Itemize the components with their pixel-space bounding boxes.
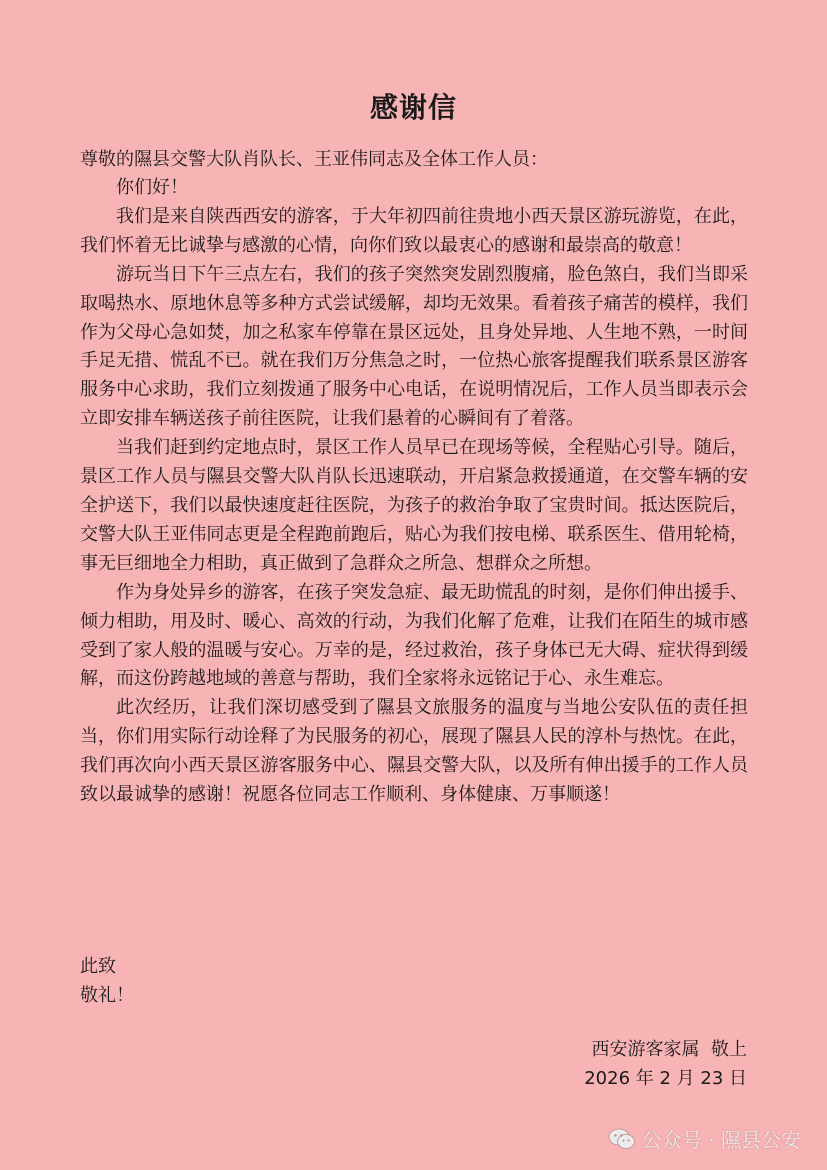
wechat-watermark bbox=[608, 1124, 801, 1153]
letter-paragraph: 作为身处异乡的游客，在孩子突发急症、最无助慌乱的时刻，是你们伸出援手、倾力相助，用及时、暖心、高效的行动，为我们化解了危难，让我们在陌生的城市感受到了家人般的温暖与安心。万幸的是，经过救治，孩子身体已无大碍、症状得到缓解，而这份跨越地域的善意与帮助，我们全家将永远铭记于心、永生难忘。 bbox=[80, 581, 748, 690]
closing-line-jing-li: 敬礼！ bbox=[80, 985, 134, 1006]
letter-date: 2026 年 2 月 23 日 bbox=[584, 1068, 747, 1089]
letter-paragraph: 游玩当日下午三点左右，我们的孩子突然突发剧烈腹痛，脸色煞白，我们当即采取喝热水、原地休息等多种方式尝试缓解，却均无效果。看着孩子痛苦的模样，我们作为父母心急如焚，加之私家车停靠在景区远处，且身处异地、人生地不熟，一时间手足无措、慌乱不已。就在我们万分焦急之时，一位热心旅客提醒我们联系景区游客服务中心求助，我们立刻拨通了服务中心电话，在说明情况后，工作人员当即表示会立即安排车辆送孩子前往医院，让我们悬着的心瞬间有了着落。 bbox=[80, 263, 748, 430]
letter-greeting: 你们好！ bbox=[116, 177, 188, 198]
wechat-icon bbox=[608, 1128, 636, 1150]
letter-salutation: 尊敬的隰县交警大队肖队长、王亚伟同志及全体工作人员： bbox=[80, 149, 548, 170]
closing-line-ci-zhi: 此致 bbox=[80, 956, 116, 977]
letter-signature bbox=[584, 1035, 747, 1093]
letter-closing bbox=[80, 952, 134, 1010]
letter-paragraph: 当我们赶到约定地点时，景区工作人员早已在现场等候，全程贴心引导。随后，景区工作人员与隰县交警大队肖队长迅速联动，开启紧急救援通道，在交警车辆的安全护送下，我们以最快速度赶往医院，为孩子的救治争取了宝贵时间。抵达医院后，交警大队王亚伟同志更是全程跑前跑后，贴心为我们按电梯、联系医生、借用轮椅，事无巨细地全力相助，真正做到了急群众之所急、想群众之所想。 bbox=[80, 437, 748, 574]
watermark-text: 公众号 · 隰县公安 bbox=[641, 1128, 801, 1152]
letter-paragraph: 我们是来自陕西西安的游客，于大年初四前往贵地小西天景区游玩游览，在此，我们怀着无比诚挚与感激的心情，向你们致以最衷心的感谢和最崇高的敬意！ bbox=[80, 205, 748, 256]
signer-name: 西安游客家属 敬上 bbox=[591, 1039, 747, 1060]
letter-paragraph: 此次经历，让我们深切感受到了隰县文旅服务的温度与当地公安队伍的责任担当，你们用实际行动诠释了为民服务的初心，展现了隰县人民的淳朴与热忱。在此，我们再次向小西天景区游客服务中心、隰县交警大队，以及所有伸出援手的工作人员致以最诚挚的感谢！祝愿各位同志工作顺利、身体健康、万事顺遂！ bbox=[80, 697, 748, 806]
letter-title: 感谢信 bbox=[369, 91, 457, 124]
letter-body bbox=[80, 174, 748, 810]
